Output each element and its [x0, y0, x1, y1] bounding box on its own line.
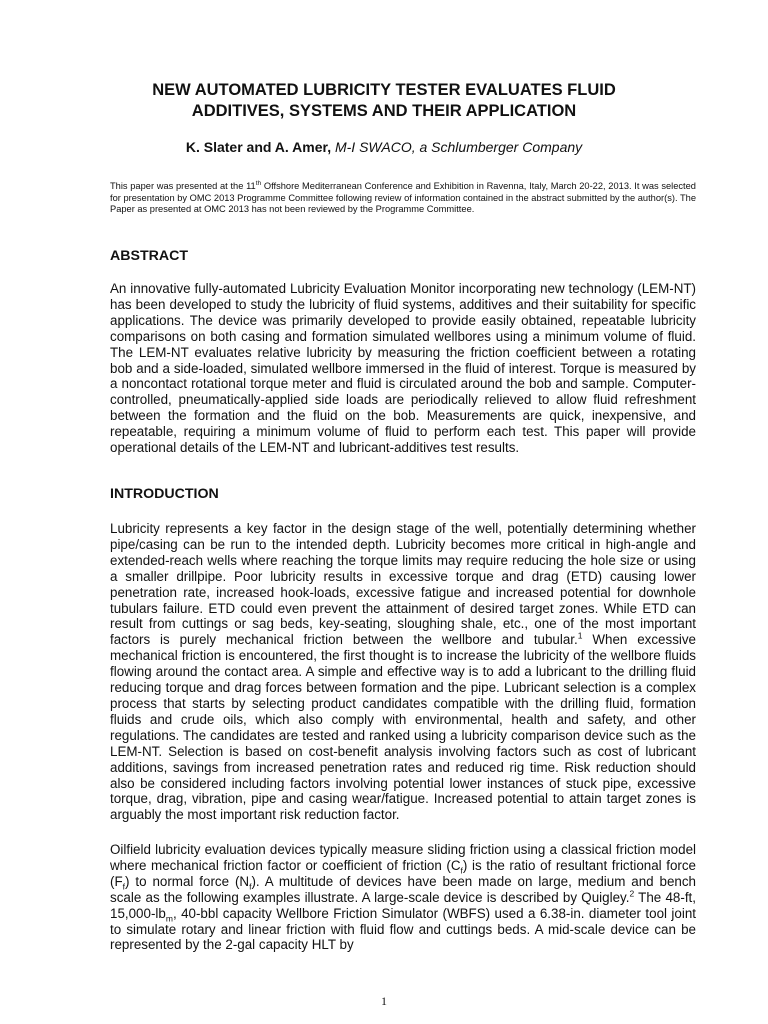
- intro-p2-text-a: Oilfield lubricity evaluation devices typically measure sliding friction using a classical friction model where mechanical friction factor or coefficient of friction (C: [110, 842, 696, 873]
- notice-text-1: This paper was presented at the 11: [110, 181, 256, 191]
- intro-p2-text-c: ) to normal force (N: [125, 873, 250, 889]
- introduction-paragraph-2: [110, 842, 696, 953]
- page-number: 1: [381, 994, 387, 1008]
- subscript-ff: f: [122, 881, 126, 892]
- intro-p1-text-a: Lubricity represents a key factor in the design stage of the well, potentially determining whether pipe/casing can be run to the intended depth. Lubricity becomes more critical in high-angle and extended-reach wells where reaching the torque limits may require reducing the hole size or using a smaller drillpipe. Poor lubricity results in excessive torque and drag (ETD) causing lower penetration rate, increased hook-loads, excessive fatigue and increased potential for downhole tubulars failure. ETD could even prevent the attainment of desired target zones. While ETD can result from cuttings or sag beds, key-seating, sloughing shale, etc., one of the most important factors is purely mechanical friction between the wellbore and tubular.: [110, 521, 696, 648]
- abstract-paragraph: An innovative fully-automated Lubricity Evaluation Monitor incorporating new technology (LEM-NT) has been developed to study the lubricity of fluid systems, additives and their suitability for specific applications. The device was primarily developed to provide easily obtained, repeatable lubricity comparisons on both casing and formation simulated wellbores using a minimum volume of fluid. The LEM-NT evaluates relative lubricity by measuring the friction coefficient between a rotating bob and a side-loaded, simulated wellbore immersed in the fluid of interest. Torque is measured by a noncontact rotational torque meter and fluid is circulated around the bob and sample. Computer-controlled, pneumatically-applied side loads are periodically relieved to allow fluid refreshment between the formation and the fluid on the bob. Measurements are quick, inexpensive, and repeatable, requiring a minimum volume of fluid to perform each test. This paper will provide operational details of the LEM-NT and lubricant-additives test results.: [110, 281, 696, 456]
- conference-notice: [110, 181, 696, 216]
- title-line-2: ADDITIVES, SYSTEMS AND THEIR APPLICATION: [191, 102, 577, 120]
- intro-p2-text-d: ). A multitude of devices have been made on large, medium and bench scale as the following examples illustrate. A large-scale device is described by Quigley.: [110, 873, 696, 905]
- introduction-paragraph-1: [110, 521, 696, 823]
- author-names: K. Slater and A. Amer,: [185, 139, 332, 155]
- notice-superscript: th: [255, 179, 262, 187]
- introduction-heading: INTRODUCTION: [110, 486, 219, 502]
- intro-p2-text-b: ) is the ratio of resultant frictional force (F: [110, 857, 696, 889]
- author-affiliation: M-I SWACO, a Schlumberger Company: [334, 139, 583, 155]
- author-line: [100, 138, 668, 156]
- subscript-lbm: m: [165, 913, 173, 924]
- subscript-cf: f: [460, 865, 463, 876]
- subscript-nf: f: [249, 881, 252, 892]
- intro-p1-text-b: When excessive mechanical friction is encountered, the first thought is to increase the lubricity of the wellbore fluids flowing around the contact area. A simple and effective way is to add a lubricant to the drilling fluid reducing torque and drag forces between formation and the pipe. Lubricant selection is a complex process that starts by selecting product candidates compatible with the drilling fluid, formation fluids and crude oils, which also comply with environmental, health and safety, and other regulations. The candidates are tested and ranked using a lubricity comparison device such as the LEM-NT. Selection is based on cost-benefit analysis involving factors such as cost of lubricant additions, savings from increased penetration rates and reduced rig time. Risk reduction should also be considered including factors involving potential lower instances of stuck pipe, excessive torque, drag, vibration, pipe and casing wear/fatigue. Increased potential to attain target zones is arguably the most important risk reduction factor.: [110, 632, 697, 823]
- citation-1: 1: [577, 630, 583, 641]
- abstract-heading: ABSTRACT: [110, 248, 189, 264]
- intro-p2-text-f: , 40-bbl capacity Wellbore Friction Simulator (WBFS) used a 6.38-in. diameter tool joint to simulate rotary and linear friction with fluid flow and cuttings beds. A mid-scale device can be represented by the 2-gal capacity HLT by: [110, 905, 696, 953]
- intro-p2-text-e: The 48-ft, 15,000-lb: [110, 889, 696, 921]
- paper-title: [100, 80, 668, 122]
- title-line-1: NEW AUTOMATED LUBRICITY TESTER EVALUATES FLUID: [152, 81, 616, 99]
- citation-2: 2: [629, 888, 635, 899]
- notice-text-2: Offshore Mediterranean Conference and Exhibition in Ravenna, Italy, March 20-22, 2013. It was selected for presentation by OMC 2013 Programme Committee following review of information contained in the abstract submitted by the author(s). The Paper as presented at OMC 2013 has not been reviewed by the Programme Committee.: [110, 181, 696, 215]
